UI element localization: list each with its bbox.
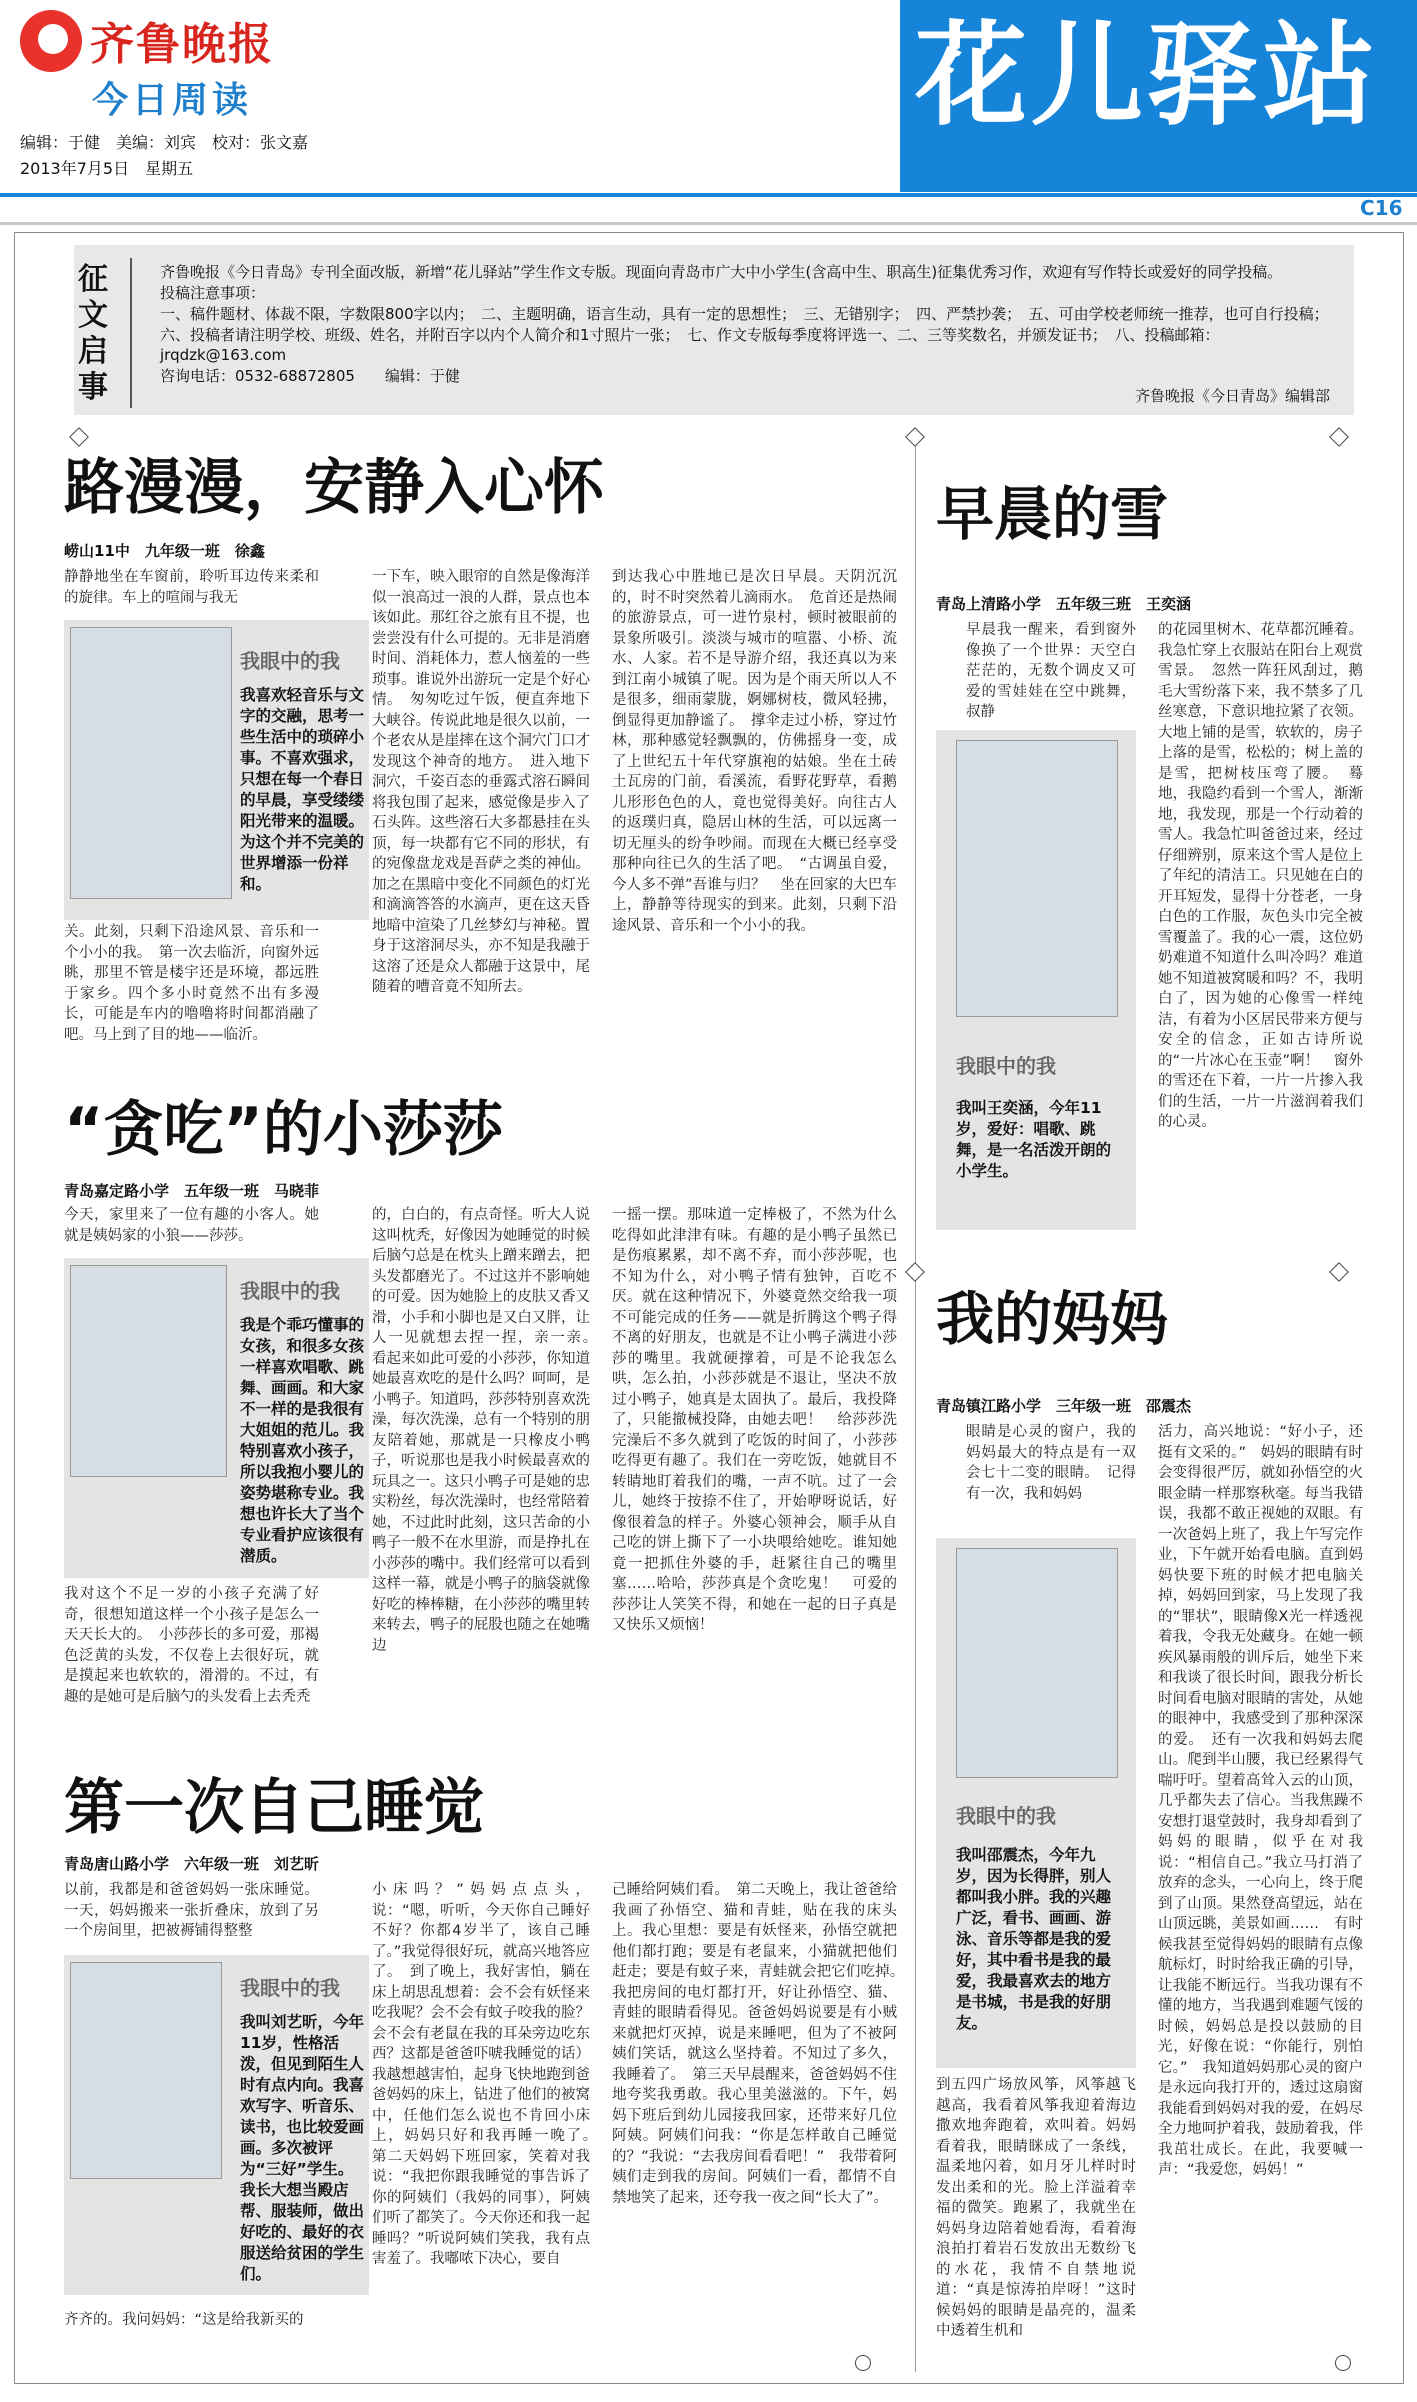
divider xyxy=(0,193,1417,197)
article-byline: 青岛上清路小学 五年级三班 王奕涵 xyxy=(936,595,1192,613)
issue-date: 2013年7月5日 星期五 xyxy=(20,159,194,178)
student-photo xyxy=(70,1962,222,2179)
profile-heading: 我眼中的我 xyxy=(956,1054,1056,1078)
student-photo xyxy=(956,1548,1118,1778)
article-byline: 青岛嘉定路小学 五年级一班 马晓菲 xyxy=(64,1182,320,1200)
article-text: 以前，我都是和爸爸妈妈一张床睡觉。一天，妈妈搬来一张折叠床，放到了另一个房间里，把被褥铺得整整 xyxy=(64,1882,319,1939)
column-divider xyxy=(915,432,916,2372)
article-byline: 青岛唐山路小学 六年级一班 刘艺昕 xyxy=(64,1855,320,1873)
student-photo xyxy=(70,1265,227,1477)
profile-heading: 我眼中的我 xyxy=(240,1976,340,2000)
article-text: 活力，高兴地说：“好小子，还挺有文采的。” 妈妈的眼睛有时会变得很严厉，就如孙悟空的火眼金睛一样那察秋毫。每当我错误，我都不敢正视她的双眼。有一次爸妈上班了，我上午写完作业，下午就开始看电脑。直到妈妈快要下班的时候才把电脑关掉，妈妈回到家，马上发现了我的“罪状”，眼睛像X光一样透视着我，令我无处藏身。在她一顿疾风暴雨般的训斥后，她坐下来和我谈了很长时间，跟我分析长时间看电脑对眼睛的害处，从她的眼神中，我感受到了那种深深的爱。 还有一次我和妈妈去爬山。爬到半山腰，我已经累得气喘吁吁。望着高耸入云的山顶，几乎都失去了信心。当我焦躁不安想打退堂鼓时，我身却看到了妈妈的眼睛，似乎在对我说：“相信自己。”我立马打消了放弃的念头，一心向上，终于爬到了山顶。果然登高望远，站在山顶远眺，美景如画…… 有时候我甚至觉得妈妈的眼睛有点像航标灯，时时给我正确的引导，让我能不断远行。当我功课有不懂的地方，当我遇到难题气馁的时候，妈妈总是投以鼓励的目光，好像在说：“你能行，别怕它。” 我知道妈妈那心灵的窗户是永远向我打开的，透过这扇窗我能看到妈妈对我的爱，在妈尽全力地呵护着我，鼓励着我，伴我茁壮成长。在此，我要喊一声：“我爱您，妈妈！” xyxy=(1158,1424,1363,2178)
article-text: 静静地坐在车窗前，聆听耳边传来柔和的旋律。车上的喧闹与我无 xyxy=(64,569,319,606)
notice-rules-title: 投稿注意事项： xyxy=(160,284,266,302)
banner-title: 花儿驿站 xyxy=(915,11,1379,141)
article-text: 一摇一摆。那味道一定棒极了，不然为什么吃得如此津津有味。有趣的是小鸭子虽然已是伤痕累累，却不离不弃，而小莎莎呢，也不知为什么，对小鸭子情有独钟，百吃不厌。就在这种情况下，外婆竟然交给我一项不可能完成的任务——就是折腾这个鸭子得不离的好朋友，也就是不让小鸭子满进小莎莎的嘴里。我就硬撑着，可是不论我怎么哄，怎么拍，小莎莎就是不退让，坚决不放过小鸭子，她真是太固执了。最后，我投降了，只能撤械投降，由她去吧！ 给莎莎洗完澡后不多久就到了吃饭的时间了，小莎莎吃得更有趣了。我们在一旁吃饭，她就目不转睛地盯着我们的嘴，一声不吭。过了一会儿，她终于按捺不住了，开始咿呀说话，好像很着急的样子。外婆心领神会，顺手从自己吃的饼上撕下了一小块喂给她吃。谁知她竟一把抓住外婆的手，赶紧往自己的嘴里塞……哈哈，莎莎真是个贪吃鬼！ 可爱的莎莎让人笑笑不得，和她在一起的日子真是又快乐又烦恼！ xyxy=(612,1207,897,1633)
profile-text: 我叫王奕涵，今年11岁，爱好：唱歌、跳舞，是一名活泼开朗的小学生。 xyxy=(956,1099,1112,1180)
profile-heading: 我眼中的我 xyxy=(240,1279,340,1303)
article-text: 今天，家里来了一位有趣的小客人。她就是姨妈家的小狼——莎莎。 xyxy=(64,1207,319,1244)
profile-heading: 我眼中的我 xyxy=(956,1804,1056,1828)
newspaper-logo: 齐鲁晚报 xyxy=(90,19,274,70)
article-text: 眼睛是心灵的窗户，我的妈妈最大的特点是有一双会七十二变的眼睛。 记得有一次，我和妈妈 xyxy=(966,1424,1136,1502)
profile-text: 我是个乖巧懂事的女孩，和很多女孩一样喜欢唱歌、跳舞、画画。和大家不一样的是我很有大姐姐的范儿。我特别喜欢小孩子，所以我抱小婴儿的姿势堪称专业。我想也许长大了当个专业看护应该很有潜质。 xyxy=(240,1316,365,1565)
article-title: 我的妈妈 xyxy=(936,1285,1169,1353)
page-number: C16 xyxy=(1360,196,1403,220)
profile-heading: 我眼中的我 xyxy=(240,649,340,673)
profile-text: 我叫邵震杰，今年九岁，因为长得胖，别人都叫我小胖。我的兴趣广泛，看书、画画、游泳、音乐等都是我的爱好，其中看书是我的最爱，我最喜欢去的地方是书城，书是我的好朋友。 xyxy=(956,1846,1112,2032)
article-text: 小床吗？”妈妈点点头，说：“嗯，听听，今天你自己睡好不好？你都4岁半了，该自己睡了。”我觉得很好玩，就高兴地答应了。 到了晚上，我好害怕，躺在床上胡思乱想着：会不会有妖怪来吃我呢？会不会有蚊子咬我的脸？会不会有老鼠在我的耳朵旁边吃东西？这都是爸爸吓唬我睡觉的话）我越想越害怕，起身飞快地跑到爸爸妈妈的床上，钻进了他们的被窝中，任他们怎么说也不肯回小床上，妈妈只好和我再睡一晚了。 第二天妈妈下班回家，笑着对我说：“我把你跟我睡觉的事告诉了你的阿姨们（我妈的同事），阿姨们听了都笑了。今天你还和我一起睡吗？”听说阿姨们笑我，我有点害羞了。我嘟哝下决心，要自 xyxy=(372,1882,605,2267)
student-photo xyxy=(956,740,1118,1017)
article-text: 己睡给阿姨们看。 第二天晚上，我让爸爸给我画了孙悟空、猫和青蛙，贴在我的床头上。我心里想：要是有妖怪来，孙悟空就把他们都打跑；要是有老鼠来，小猫就把他们赶走；要是有蚊子来，青蛙就会把它们吃掉。 我把房间的电灯都打开，好让孙悟空、猫、青蛙的眼睛看得见。爸爸妈妈说要是有小贼来就把灯灭掉，说是来睡吧，但为了不被阿姨们笑话，就这么坚持着。不知过了多久，我睡着了。 第三天早晨醒来，爸爸妈妈不住地夸奖我勇敢。我心里美滋滋的。下午，妈妈下班后到幼儿园接我回家，还带来好几位阿姨。阿姨们问我：“你是怎样敢自己睡觉的？”我说：“去我房间看看吧！” 我带着阿姨们走到我的房间。阿姨们一看，都情不自禁地笑了起来，还夸我一夜之间“长大了”。 xyxy=(612,1882,912,2206)
article-text: 到五四广场放风筝，风筝越飞越高，我看着风筝我迎着海边撒欢地奔跑着，欢叫着。妈妈看着我，眼睛眯成了一条线，温柔地闪着，如月牙儿样时时发出柔和的光。脸上洋溢着幸福的微笑。跑累了，我就坐在妈妈身边陪着她看海，看着海浪拍打着岩石发放出无数纷飞的水花，我情不自禁地说道：“真是惊涛拍岸呀！”这时候妈妈的眼睛是晶亮的，温柔中透着生机和 xyxy=(936,2077,1136,2339)
section-name: 今日周读 xyxy=(92,80,253,121)
article-text: 齐齐的。我问妈妈：“这是给我新买的 xyxy=(64,2312,304,2328)
article-text: 关。此刻，只剩下沿途风景、音乐和一个小小的我。 第一次去临沂，向窗外远眺，那里不管是楼宇还是环境，都远胜于家乡。四个多小时竟然不出有多漫长，可能是车内的噜噜将时间都消融了吧。马上到了目的地——临沂。 xyxy=(64,924,319,1043)
profile-text: 我叫刘艺昕，今年11岁，性格活泼，但见到陌生人时有点内向。我喜欢写字、听音乐、读书，也比较爱画画。多次被评为“三好”学生。我长大想当殿店帮、服装师，做出好吃的、最好的衣服送给贫困的学生们。 xyxy=(240,2013,365,2283)
notice-phone: 咨询电话：0532-68872805 编辑：于健 xyxy=(160,367,460,385)
staff-credits: 编辑：于健 美编：刘宾 校对：张文嘉 xyxy=(20,133,309,152)
article-byline: 崂山11中 九年级一班 徐鑫 xyxy=(64,542,265,560)
profile-text: 我喜欢轻音乐与文字的交融，思考一些生活中的琐碎小事。不喜欢强求，只想在每一个春日的早晨，享受缕缕阳光带来的温暖。为这个并不完美的世界增添一份祥和。 xyxy=(240,686,365,893)
ornament xyxy=(1335,2355,1351,2371)
logo-icon xyxy=(20,10,82,72)
notice-sign: 齐鲁晚报《今日青岛》编辑部 xyxy=(1134,387,1330,405)
article-title: 第一次自己睡觉 xyxy=(64,1773,484,1843)
divider xyxy=(0,222,1417,225)
ornament xyxy=(855,2355,871,2371)
article-text: 到达我心中胜地已是次日早晨。天阴沉沉的，时不时突然着儿滴雨水。 危首还是热闹的旅游景点，可一进竹泉村，顿时被眼前的景象所吸引。淡淡与城市的喧嚣、小桥、流水、人家。若不是导游介绍，我还真以为来到江南小城镇了呢。因为是个雨天所以人不是很多，细雨蒙胧，婀娜树枝，微风轻拂，倒显得更加静谧了。 撑伞走过小桥，穿过竹林，那种感觉轻飘飘的，仿佛摇身一变，成了上世纪五十年代穿旗袍的姑娘。坐在土砖土瓦房的门前，看溪流，看野花野草，看鹅儿形形色色的人，竟也觉得美好。向往古人的返璞归真，隐居山林的生活，可以远离一切无厘头的纷争吵闹。而现在大概已经享受那种向往已久的生活了吧。 “古调虽自爱，今人多不弹”吾谁与归？ 坐在回家的大巴车上，静静等待现实的到来。此刻，只剩下沿途风景、音乐和一个小小的我。 xyxy=(612,569,897,934)
article-text: 的花园里树木、花草都沉睡着。我急忙穿上衣服站在阳台上观赏雪景。 忽然一阵狂风刮过，鹅毛大雪纷落下来，我不禁多了几丝寒意，下意识地拉紧了衣领。大地上铺的是雪，软软的，房子上落的是雪，松松的；树上盖的是雪，把树枝压弯了腰。 蓦地，我隐约看到一个雪人，渐渐地，我发现，那是一个行动着的雪人。我急忙叫爸爸过来，经过仔细辨别，原来这个雪人是位上了年纪的清洁工。只见她在白的开耳短发，显得十分苍老，一身白色的工作服，灰色头巾完全被雪覆盖了。我的心一震，这位奶奶难道不知道什么叫冷吗？难道她不知道被窝暖和吗？不，我明白了，因为她的心像雪一样纯洁，有着为小区居民带来方便与安全的信念，正如古诗所说的“一片冰心在玉壶”啊！ 窗外的雪还在下着，一片一片掺入我们的生活，一片一片滋润着我们的心灵。 xyxy=(1158,622,1363,1130)
notice-rule: 一、稿件题材、体裁不限，字数限800字以内； 二、主题明确，语言生动，具有一定的思想性； 三、无错别字； 四、严禁抄袭； 五、可由学校老师统一推荐，也可自行投稿； xyxy=(160,305,1329,323)
article-title: 路漫漫，安静入心怀 xyxy=(64,453,604,523)
article-title: “贪吃”的小莎莎 xyxy=(64,1095,503,1165)
notice-intro: 齐鲁晚报《今日青岛》专刊全面改版，新增“花儿驿站”学生作文专版。现面向青岛市广大中小学生(含高中生、职高生)征集优秀习作，欢迎有写作特长或爱好的同学投稿。 xyxy=(160,263,1283,281)
article-text: 一下车，映入眼帘的自然是像海洋似一浪高过一浪的人群，景点也本该如此。那红谷之旅有且不提，也尝尝没有什么可提的。无非是消磨时间、消耗体力，惹人恼羞的一些琐事。谁说外出游玩一定是个好心情。 匆匆吃过午饭，便直奔地下大峡谷。传说此地是很久以前，一个老农从是崖摔在这个洞穴门口才发现这个神奇的地方。 进入地下洞穴，千姿百态的垂露式溶石瞬间将我包围了起来，感觉像是步入了石头阵。这些溶石大多都悬挂在头顶，每一块都有它不同的形状，有的宛像盘龙戏是吾萨之类的神仙。加之在黑暗中变化不同颜色的灯光和滴滴答答的水滴声，更在这天昏地暗中渲染了几丝梦幻与神秘。置身于这溶洞尽头，亦不知是我融于这溶了还是众人都融于这景中，尾随着的嘈音竟不知所去。 xyxy=(372,569,590,995)
article-title: 早晨的雪 xyxy=(936,480,1169,548)
article-text: 的，白白的，有点奇怪。听大人说这叫枕秃，好像因为她睡觉的时候后脑勺总是在枕头上蹭来蹭去，把头发都磨光了。不过这并不影响她的可爱。因为她脸上的皮肤又香又滑，小手和小脚也是又白又胖，让人一见就想去捏一捏，亲一亲。 看起来如此可爱的小莎莎，你知道她最喜欢吃的是什么吗？呵呵，是小鸭子。知道吗，莎莎特别喜欢洗澡，每次洗澡，总有一个特别的朋友陪着她，那就是一只橡皮小鸭子，听说那也是我小时候最喜欢的玩具之一。这只小鸭子可是她的忠实粉丝，每次洗澡时，也经常陪着她，不过此时此刻，这只苦命的小鸭子一般不在水里游，而是挣扎在小莎莎的嘴中。我们经常可以看到这样一幕，就是小鸭子的脑袋就像好吃的棒棒糖，在小莎莎的嘴里转来转去，鸭子的屁股也随之在她嘴边 xyxy=(372,1207,605,1654)
article-text: 我对这个不足一岁的小孩子充满了好奇，很想知道这样一个小孩子是怎么一天天长大的。 小莎莎长的多可爱，那褐色泛黄的头发，不仅卷上去很好玩，就是摸起来也软软的，滑滑的。不过，有趣的是她可是后脑勺的头发看上去秃秃 xyxy=(64,1586,319,1705)
article-text: 早晨我一醒来，看到窗外像换了一个世界：天空白茫茫的，无数个调皮又可爱的雪娃娃在空中跳舞，叔静 xyxy=(966,622,1136,720)
notice-rule: 六、投稿者请注明学校、班级、姓名，并附百字以内个人简介和1寸照片一张； 七、作文专版每季度将评选一、二、三等奖数名，并颁发证书； 八、投稿邮箱：jrqdzk@163.com xyxy=(160,326,1220,364)
article-byline: 青岛镇江路小学 三年级一班 邵震杰 xyxy=(936,1397,1192,1415)
notice-label: 征文启事 xyxy=(78,262,108,405)
student-photo xyxy=(70,627,232,899)
